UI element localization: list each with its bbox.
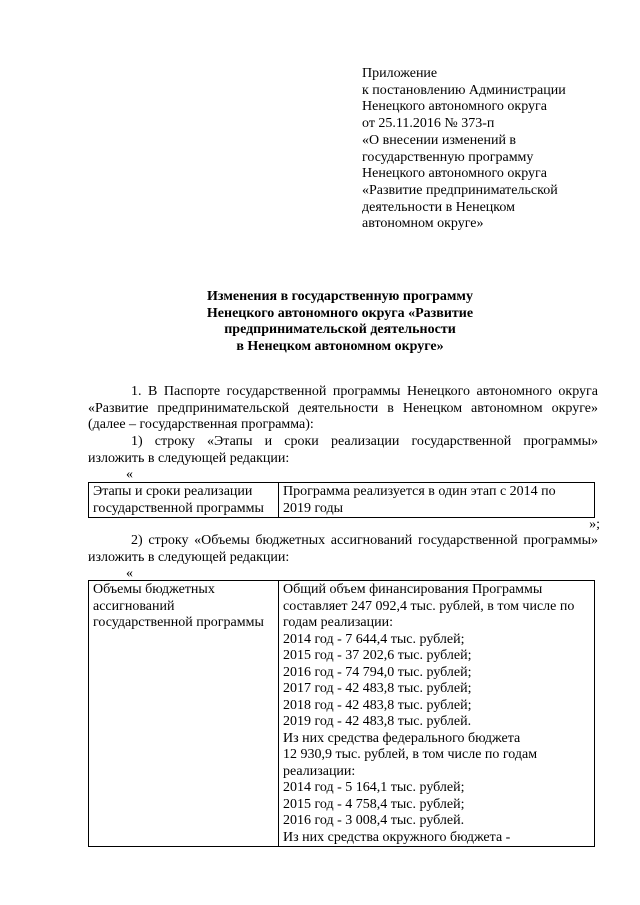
table-cell-value [279, 483, 595, 518]
table-row [89, 581, 595, 847]
cell-line: Общий объем финансирования Программы [283, 582, 543, 597]
table-row [89, 483, 595, 518]
paragraph-2 [88, 434, 598, 467]
table-stages [88, 482, 595, 518]
cell-line: 12 930,9 тыс. рублей, в том числе по годам [283, 747, 538, 762]
document-title [120, 289, 560, 355]
paragraph-1 [88, 384, 598, 434]
appendix-line: от 25.11.2016 № 373-п [362, 116, 495, 132]
appendix-line: к постановлению Администрации [362, 82, 566, 98]
appendix-line: автономном округе» [362, 216, 484, 232]
appendix-line: Ненецкого автономного округа [362, 166, 547, 182]
table-budget [88, 580, 595, 847]
title-line: предпринимательской деятельности [224, 322, 456, 337]
appendix-line: «О внесении изменений в [362, 132, 517, 148]
table-cell-label [89, 581, 279, 847]
cell-line: составляет 247 092,4 тыс. рублей, в том числе по [283, 598, 575, 614]
cell-line: 2014 год - 7 644,4 тыс. рублей; [283, 631, 465, 647]
paragraph-line: (далее – государственная программа): [88, 417, 314, 432]
cell-line: 2016 год - 3 008,4 тыс. рублей. [283, 813, 465, 828]
cell-line: годам реализации: [283, 615, 393, 630]
cell-line: 2014 год - 5 164,1 тыс. рублей; [283, 780, 465, 795]
appendix-line: Приложение [362, 66, 438, 81]
table-cell-label [89, 483, 279, 518]
paragraph-line: «Развитие предпринимательской деятельности в Ненецком автономном округе» [88, 400, 598, 416]
paragraph-line: 2) строку «Объемы бюджетных ассигнований государственной программы» [131, 533, 598, 548]
appendix-line: Ненецкого автономного округа [362, 99, 547, 115]
cell-line: 2018 год - 42 483,8 тыс. рублей; [283, 697, 472, 713]
cell-line: 2015 год - 37 202,6 тыс. рублей; [283, 648, 472, 663]
cell-line: государственной программы [93, 500, 264, 516]
cell-line: 2016 год - 74 794,0 тыс. рублей; [283, 664, 472, 680]
cell-line: 2019 годы [283, 500, 344, 516]
cell-line: ассигнований [93, 598, 175, 614]
appendix-header [362, 66, 622, 233]
quote-open-mark: « [126, 566, 133, 581]
cell-line: 2019 год - 42 483,8 тыс. рублей. [283, 714, 472, 729]
title-line: в Ненецком автономном округе» [236, 338, 444, 354]
cell-line: Этапы и сроки реализации [93, 484, 253, 499]
quote-close-mark: »; [589, 517, 600, 532]
quote-open-mark: « [126, 467, 133, 482]
title-line: Изменения в государственную программу [207, 289, 473, 304]
paragraph-line: 1) строку «Этапы и сроки реализации государственной программы» [131, 434, 598, 449]
paragraph-line: 1. В Паспорте государственной программы Ненецкого автономного округа [131, 384, 598, 399]
cell-line: Из них средства окружного бюджета - [283, 829, 511, 845]
cell-line: Из них средства федерального бюджета [283, 730, 521, 746]
cell-line: Объемы бюджетных [93, 582, 215, 597]
paragraph-line: изложить в следующей редакции: [88, 450, 290, 466]
cell-line: государственной программы [93, 615, 264, 630]
cell-line: реализации: [283, 763, 356, 779]
paragraph-3 [88, 533, 598, 566]
paragraph-line: изложить в следующей редакции: [88, 549, 290, 565]
title-line: Ненецкого автономного округа «Развитие [206, 305, 474, 321]
appendix-line: государственную программу [362, 149, 534, 165]
cell-line: 2017 год - 42 483,8 тыс. рублей; [283, 681, 472, 696]
appendix-line: деятельности в Ненецком [362, 199, 515, 215]
appendix-line: «Развитие предпринимательской [362, 182, 558, 198]
cell-line: 2015 год - 4 758,4 тыс. рублей; [283, 796, 465, 812]
cell-line: Программа реализуется в один этап с 2014 по [283, 484, 556, 499]
table-cell-value [279, 581, 595, 847]
